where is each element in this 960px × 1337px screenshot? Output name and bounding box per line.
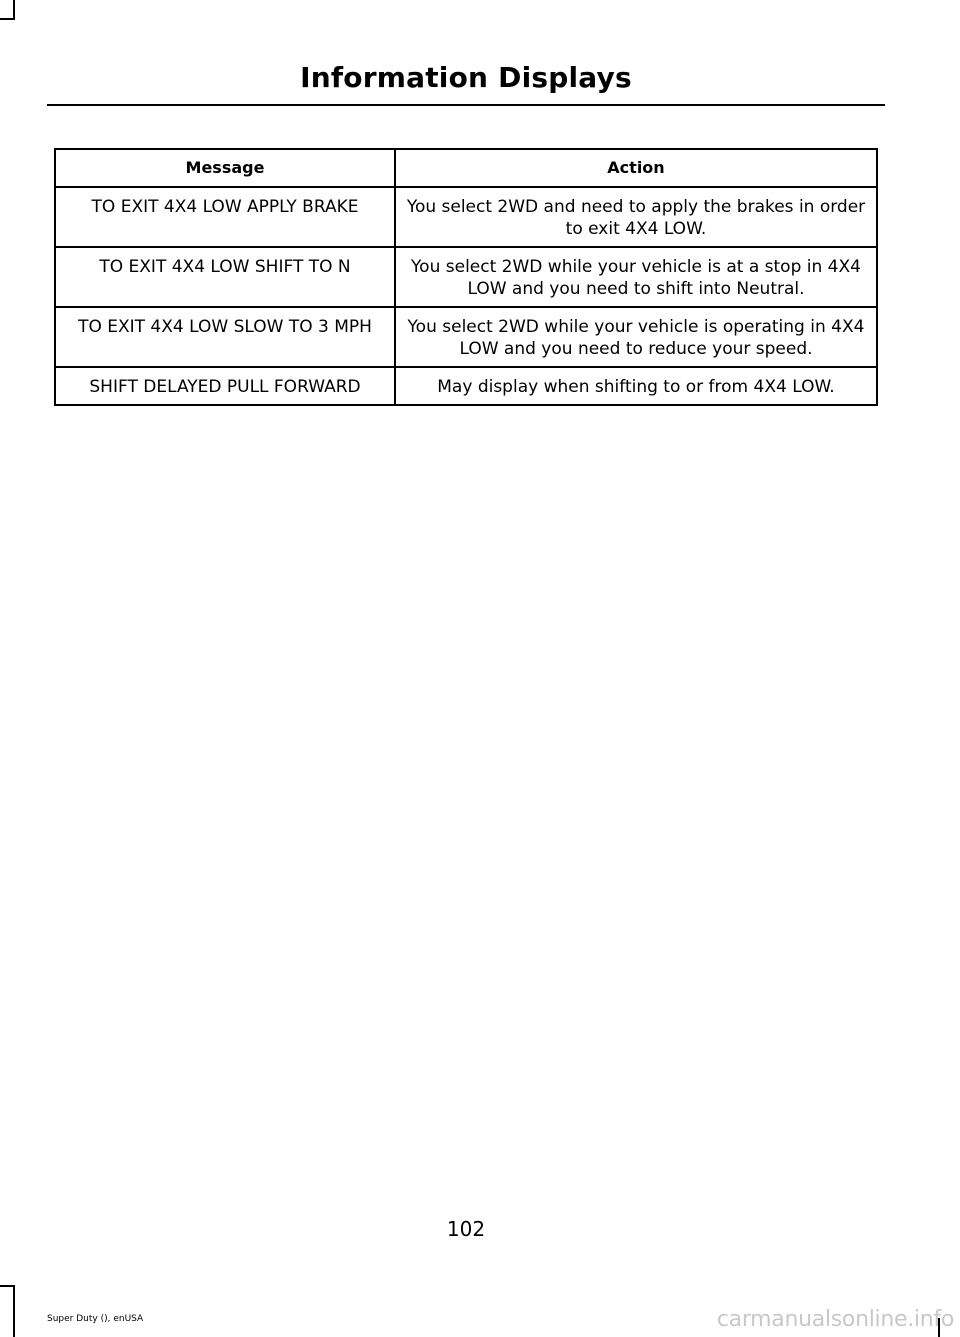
table-row [55,307,877,367]
message-cell: TO EXIT 4X4 LOW SHIFT TO N [55,247,395,307]
crop-mark-bottom-left-horizontal [0,1285,15,1287]
watermark-logo: carmanualsonline.info [716,1307,954,1332]
action-cell: You select 2WD and need to apply the brakes in order to exit 4X4 LOW. [395,187,877,247]
edition-label: Super Duty (), enUSA [47,1314,144,1324]
title-divider [47,104,885,106]
column-header-message: Message [55,149,395,187]
table-row [55,187,877,247]
crop-mark-top-left-horizontal [0,18,15,20]
crop-mark-bottom-left-vertical [13,1285,15,1337]
action-cell: You select 2WD while your vehicle is operating in 4X4 LOW and you need to reduce your speed. [395,307,877,367]
message-cell: TO EXIT 4X4 LOW SLOW TO 3 MPH [55,307,395,367]
column-header-action: Action [395,149,877,187]
table-row [55,367,877,405]
message-cell: SHIFT DELAYED PULL FORWARD [55,367,395,405]
action-cell: You select 2WD while your vehicle is at a stop in 4X4 LOW and you need to shift into Neutral. [395,247,877,307]
crop-mark-top-left-vertical [13,0,15,20]
action-cell: May display when shifting to or from 4X4 LOW. [395,367,877,405]
page-number: 102 [446,1217,486,1241]
table-header-row [55,149,877,187]
table-row [55,247,877,307]
message-table [54,148,878,406]
message-cell: TO EXIT 4X4 LOW APPLY BRAKE [55,187,395,247]
page-title: Information Displays [300,61,632,94]
